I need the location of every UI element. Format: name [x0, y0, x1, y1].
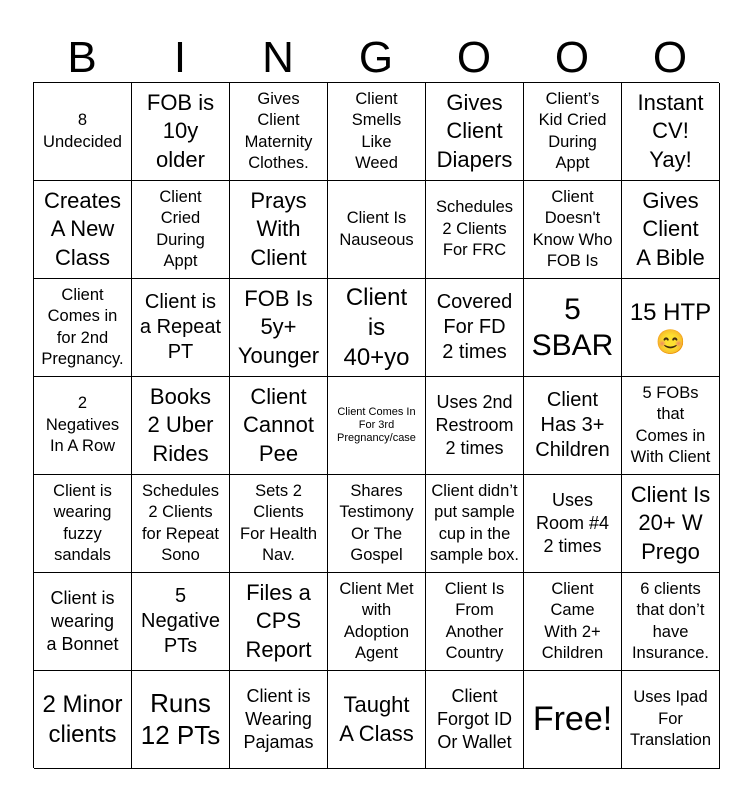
bingo-cell[interactable]: 5 Negative PTs — [132, 573, 230, 671]
bingo-cell[interactable]: Client’s Kid Cried During Appt — [524, 83, 622, 181]
bingo-cell[interactable]: Client Met with Adoption Agent — [328, 573, 426, 671]
bingo-cell[interactable]: Client Forgot ID Or Wallet — [426, 671, 524, 769]
bingo-cell[interactable]: 5 FOBs that Comes in With Client — [622, 377, 720, 475]
bingo-cell[interactable]: Covered For FD 2 times — [426, 279, 524, 377]
bingo-cell[interactable]: Client Doesn't Know Who FOB Is — [524, 181, 622, 279]
bingo-cell[interactable]: Creates A New Class — [34, 181, 132, 279]
bingo-cell[interactable]: 6 clients that don’t have Insurance. — [622, 573, 720, 671]
bingo-cell[interactable]: Files a CPS Report — [230, 573, 328, 671]
free-space-cell[interactable]: Free! — [524, 671, 622, 769]
bingo-cell[interactable]: 2 Minor clients — [34, 671, 132, 769]
bingo-cell[interactable]: Client Came With 2+ Children — [524, 573, 622, 671]
bingo-cell[interactable]: Client is Wearing Pajamas — [230, 671, 328, 769]
bingo-cell[interactable]: Shares Testimony Or The Gospel — [328, 475, 426, 573]
bingo-cell[interactable]: Uses 2nd Restroom 2 times — [426, 377, 524, 475]
bingo-cell[interactable]: Uses Room #4 2 times — [524, 475, 622, 573]
bingo-cell[interactable]: FOB Is 5y+ Younger — [230, 279, 328, 377]
bingo-cell[interactable]: Client Is From Another Country — [426, 573, 524, 671]
bingo-cell[interactable]: Schedules 2 Clients For FRC — [426, 181, 524, 279]
bingo-cell[interactable]: 2 Negatives In A Row — [34, 377, 132, 475]
bingo-cell[interactable]: Client is a Repeat PT — [132, 279, 230, 377]
bingo-cell[interactable]: Client didn’t put sample cup in the sample box. — [426, 475, 524, 573]
header-letter-b: B — [67, 33, 97, 82]
header-letter-g: G — [358, 33, 394, 82]
bingo-cell[interactable]: Uses Ipad For Translation — [622, 671, 720, 769]
bingo-cell[interactable]: Client is 40+yo — [328, 279, 426, 377]
bingo-cell[interactable]: Gives Client Diapers — [426, 83, 524, 181]
bingo-cell[interactable]: Gives Client Maternity Clothes. — [230, 83, 328, 181]
header-letter-o-1: O — [456, 33, 492, 82]
bingo-cell[interactable]: Client Is 20+ W Prego — [622, 475, 720, 573]
bingo-cell[interactable]: 5 SBAR — [524, 279, 622, 377]
bingo-cell[interactable]: Sets 2 Clients For Health Nav. — [230, 475, 328, 573]
bingo-cell[interactable]: Client Smells Like Weed — [328, 83, 426, 181]
header-letter-n: N — [262, 33, 294, 82]
bingo-card-grid — [33, 82, 719, 768]
bingo-cell[interactable]: Prays With Client — [230, 181, 328, 279]
bingo-cell[interactable]: Client Is Nauseous — [328, 181, 426, 279]
bingo-cell[interactable]: Taught A Class — [328, 671, 426, 769]
bingo-cell[interactable]: Client Comes in for 2nd Pregnancy. — [34, 279, 132, 377]
bingo-header — [33, 34, 719, 82]
bingo-cell[interactable]: Client Has 3+ Children — [524, 377, 622, 475]
bingo-cell[interactable]: Schedules 2 Clients for Repeat Sono — [132, 475, 230, 573]
bingo-cell[interactable]: 15 HTP 😊 — [622, 279, 720, 377]
bingo-cell[interactable]: Client Comes In For 3rd Pregnancy/case — [328, 377, 426, 475]
bingo-cell[interactable]: Gives Client A Bible — [622, 181, 720, 279]
bingo-cell[interactable]: Client is wearing fuzzy sandals — [34, 475, 132, 573]
bingo-cell[interactable]: FOB is 10y older — [132, 83, 230, 181]
bingo-cell[interactable]: Instant CV! Yay! — [622, 83, 720, 181]
header-letter-i: I — [173, 33, 187, 82]
header-letter-o-3: O — [652, 33, 688, 82]
bingo-cell[interactable]: Runs 12 PTs — [132, 671, 230, 769]
bingo-cell[interactable]: Books 2 Uber Rides — [132, 377, 230, 475]
bingo-cell[interactable]: 8 Undecided — [34, 83, 132, 181]
bingo-cell[interactable]: Client is wearing a Bonnet — [34, 573, 132, 671]
header-letter-o-2: O — [554, 33, 590, 82]
bingo-cell[interactable]: Client Cried During Appt — [132, 181, 230, 279]
bingo-cell[interactable]: Client Cannot Pee — [230, 377, 328, 475]
